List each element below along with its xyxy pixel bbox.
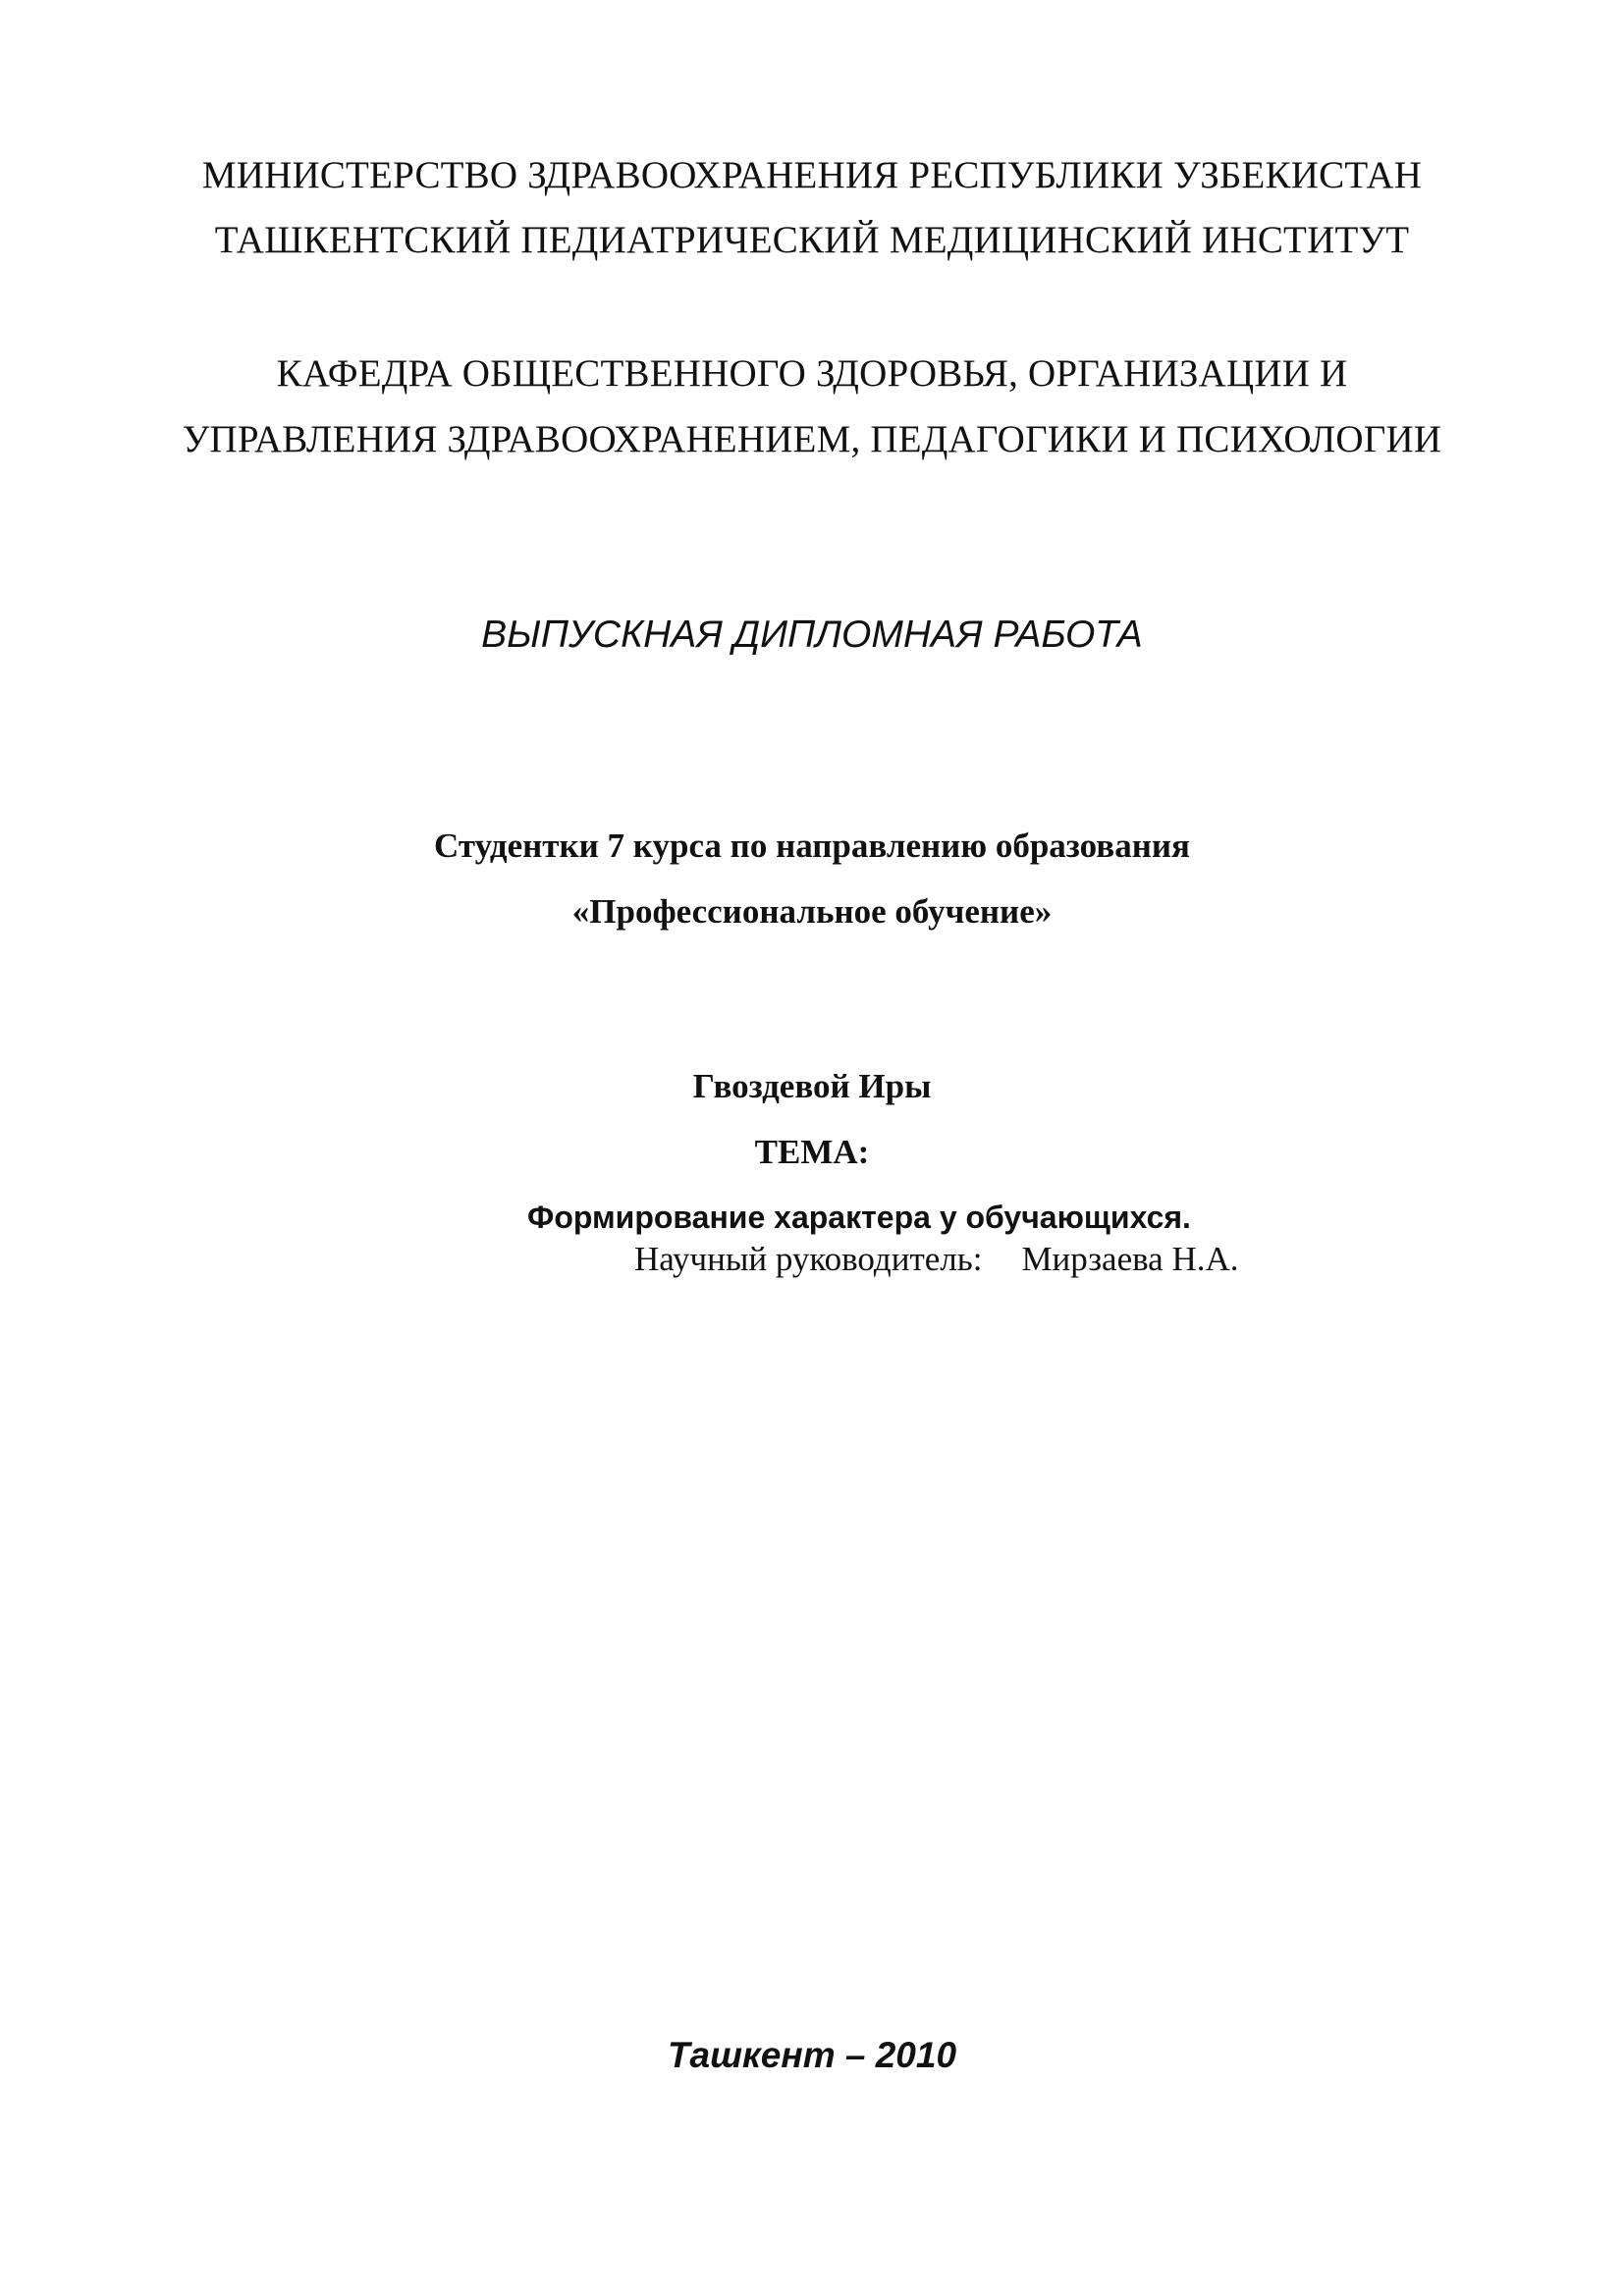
city-year: Ташкент – 2010 — [667, 2035, 957, 2075]
topic-label: ТЕМА: — [754, 1133, 870, 1171]
work-type-title: ВЫПУСКНАЯ ДИПЛОМНАЯ РАБОТА — [481, 614, 1143, 656]
student-description-line2: «Профессиональное обучение» — [571, 892, 1053, 931]
student-description-line1: Студентки 7 курса по направлению образования — [434, 827, 1190, 865]
department-heading-line1: КАФЕДРА ОБЩЕСТВЕННОГО ЗДОРОВЬЯ, ОРГАНИЗАЦИИ И — [276, 352, 1348, 395]
student-name: Гвоздевой Иры — [692, 1067, 932, 1105]
institute-heading: ТАШКЕНТСКИЙ ПЕДИАТРИЧЕСКИЙ МЕДИЦИНСКИЙ ИНСТИТУТ — [214, 219, 1410, 261]
ministry-heading: МИНИСТЕРСТВО ЗДРАВООХРАНЕНИЯ РЕСПУБЛИКИ УЗБЕКИСТАН — [201, 154, 1423, 196]
advisor-name: Мирзаева Н.А. — [1021, 1240, 1239, 1278]
advisor-label: Научный руководитель: — [634, 1240, 983, 1278]
department-heading-line2: УПРАВЛЕНИЯ ЗДРАВООХРАНЕНИЕМ, ПЕДАГОГИКИ И ПСИХОЛОГИИ — [182, 418, 1442, 460]
advisor-line — [634, 1240, 1239, 1279]
topic-title: Формирование характера у обучающихся. — [527, 1200, 1191, 1235]
